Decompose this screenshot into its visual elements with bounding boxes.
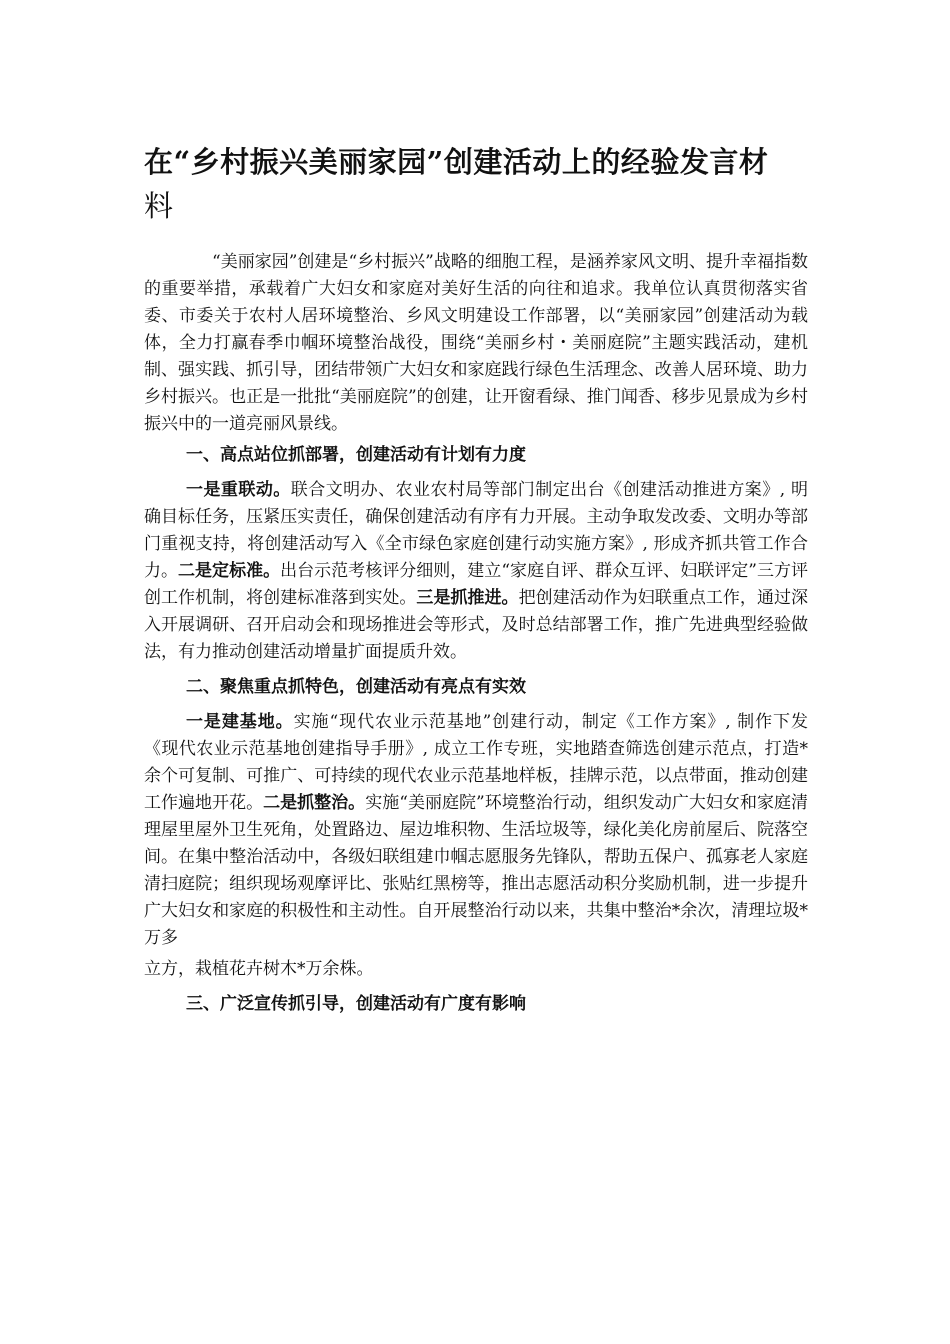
section2-point2-label: 二是抓整治。 — [263, 793, 366, 813]
title-tail: 料 — [144, 189, 174, 223]
section-heading-1: 一、高点站位抓部署，创建活动有计划有力度 — [186, 445, 526, 465]
document-body — [144, 249, 808, 1018]
intro-paragraph: “美丽家园”创建是“乡村振兴”战略的细胞工程，是涵养家风文明、提升幸福指数的重要举措，承载着广大妇女和家庭对美好生活的向往和追求。我单位认真贯彻落实省委、市委关于农村人居环境整治、乡风文明建设工作部署，以“美丽家园”创建活动为载体，全力打赢春季巾帼环境整治战役，围绕“美丽乡村・美丽庭院”主题实践活动，建机制、强实践、抓引导，团结带领广大妇女和家庭践行绿色生活理念、改善人居环境、助力乡村振兴。也正是一批批“美丽庭院”的创建，让开窗看绿、推门闻香、移步见景成为乡村振兴中的一道亮丽风景线。 — [144, 252, 808, 434]
section2-paragraph-continued: 立方，栽植花卉树木*万余株。 — [144, 959, 374, 979]
section-heading-2: 二、聚焦重点抓特色，创建活动有亮点有实效 — [186, 677, 526, 697]
document-title — [144, 140, 794, 228]
section2-paragraph — [144, 709, 808, 952]
section1-point3-text: 把创建活动作为妇联重点工作，通过深入开展调研、召开启动会和现场推进会等形式，及时总结部署工作，推广先进典型经验做法，有力推动创建活动增量扩面提质升效。 — [144, 588, 809, 662]
section2-point2-text: 实施“美丽庭院”环境整治行动，组织发动广大妇女和家庭清理屋里屋外卫生死角，处置路边、屋边堆积物、生活垃圾等，绿化美化房前屋后、院落空间。在集中整治活动中，各级妇联组建巾帼志愿服务先锋队，帮助五保户、孤寡老人家庭清扫庭院；组织现场观摩评比、张贴红黑榜等，推出志愿活动积分奖励机制，进一步提升广大妇女和家庭的积极性和主动性。自开展整治行动以来，共集中整治*余次，清理垃圾*万多 — [144, 793, 808, 948]
section1-point2-label: 二是定标准。 — [178, 561, 281, 581]
section1-point1-label: 一是重联动。 — [186, 480, 291, 500]
section-heading-3: 三、广泛宣传抓引导，创建活动有广度有影响 — [186, 994, 526, 1014]
title-main: 在“乡村振兴美丽家园”创建活动上的经验发言材 — [144, 145, 769, 179]
section2-point1-text: 实施“现代农业示范基地”创建行动，制定《工作方案》, 制作下发《现代农业示范基地创建指导手册》, 成立工作专班，实地踏查筛选创建示范点，打造*余个可复制、可推广、可持续的现代农业示范基地样板，挂牌示范，以点带面，推动创建工作遍地开花。 — [144, 712, 808, 813]
section1-paragraph — [144, 477, 808, 666]
section2-point1-label: 一是建基地。 — [186, 712, 294, 732]
section1-point2-text: 出台示范考核评分细则，建立“家庭自评、群众互评、妇联评定”三方评创工作机制，将创建标准落到实处。 — [144, 561, 808, 608]
section1-point3-label: 三是抓推进。 — [416, 588, 519, 608]
section1-point1-text: 联合文明办、农业农村局等部门制定出台《创建活动推进方案》, 明确目标任务，压紧压实责任，确保创建活动有序有力开展。主动争取发改委、文明办等部门重视支持，将创建活动写入《全市绿色家庭创建行动实施方案》, 形成齐抓共管工作合力。 — [144, 480, 809, 581]
